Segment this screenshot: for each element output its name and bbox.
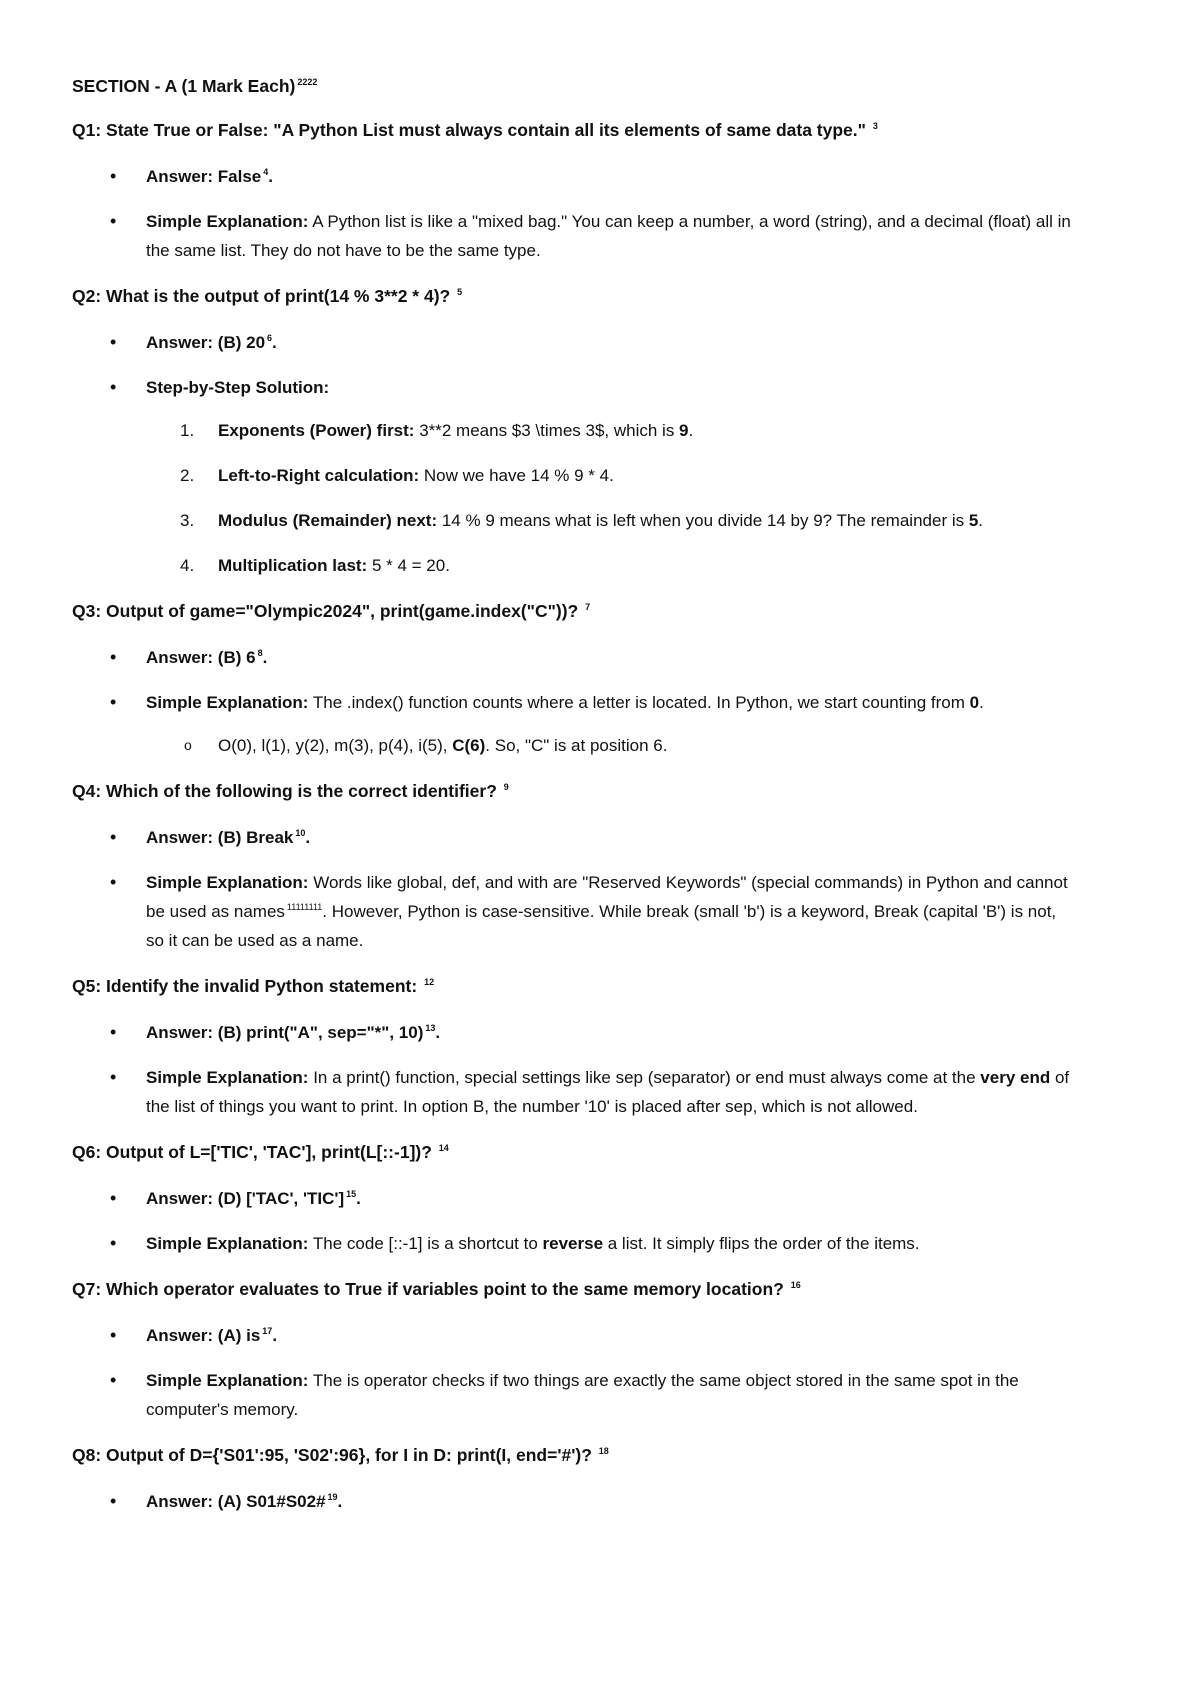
step-list [146, 416, 1072, 580]
footnote-ref: 14 [438, 1143, 449, 1154]
circle-bullet-icon: o [184, 737, 192, 753]
list-item: • Simple Explanation: A Python list is like a "mixed bag." You can keep a number, a word (string), and a decimal (float) all in the same list. They do not have to be the same type. [72, 207, 1072, 265]
list-item [72, 328, 1072, 357]
list-item [72, 1487, 1072, 1516]
list-item: • Simple Explanation: In a print() function, special settings like sep (separator) or end must always come at the very end of the list of things you want to print. In option B, the number '10' is placed after sep, which is not allowed. [72, 1063, 1072, 1121]
step-item: 2. Left-to-Right calculation: Now we have 14 % 9 * 4. [180, 466, 614, 485]
explanation-text: A Python list is like a "mixed bag." You can keep a number, a word (string), and a decimal (float) all in the same list. They do not have to be the same type. [146, 212, 1071, 260]
question-5-bullets [72, 1018, 1200, 1121]
question-8-title: Q8: Output of D={'S01':95, 'S02':96}, for I in D: print(I, end='#')? $^{18}$ [72, 1445, 609, 1465]
bullet-icon: • [110, 377, 117, 397]
footnote-ref: 18 [598, 1446, 609, 1457]
footnote-ref: 7 [585, 602, 591, 613]
question-6-title: Q6: Output of L=['TIC', 'TAC'], print(L[::-1])? $^{14}$ [72, 1142, 449, 1162]
bullet-icon: • [110, 647, 117, 667]
answer: Answer: (B) print("A", sep="*", 10) $^{13}$. [146, 1023, 441, 1042]
list-item [72, 162, 1072, 191]
bullet-icon: • [110, 1370, 117, 1390]
list-item [72, 643, 1072, 672]
list-item: • Simple Explanation: The is operator checks if two things are exactly the same object stored in the same spot in the computer's memory. [72, 1366, 1072, 1424]
sub-list-item: o O(0), l(1), y(2), m(3), p(4), i(5), C(6). So, "C" is at position 6. [72, 731, 1072, 760]
bullet-icon: • [110, 692, 117, 712]
answer: Answer: (B) Break $^{10}$. [146, 828, 311, 847]
list-item [72, 1321, 1072, 1350]
bullet-icon: • [110, 1491, 117, 1511]
list-item: • Simple Explanation: The .index() function counts where a letter is located. In Python, we start counting from 0. o O(0), l(1), y(2), m(3), p(4), i(5), C(6). So, "C" is at position 6. [72, 688, 1072, 760]
bullet-icon: • [110, 211, 117, 231]
list-item [72, 823, 1072, 852]
footnote-ref: 5 [457, 287, 463, 298]
bullet-icon: • [110, 872, 117, 892]
footnote-ref: 2222 [297, 77, 318, 88]
answer: Answer: (B) 20 $^6$. [146, 333, 277, 352]
question-4-bullets [72, 823, 1200, 955]
footnote-ref: 9 [503, 782, 509, 793]
answer: Answer: (A) is $^{17}$. [146, 1326, 278, 1345]
list-item: • Simple Explanation: Words like global, def, and with are "Reserved Keywords" (special commands) in Python and cannot be used as names $^{11111111}$. However, Python is case-sensitive. While break (small 'b') is a keyword, Break (capital 'B') is not, so it can be used as a name. [72, 868, 1072, 955]
question-2-title: Q2: What is the output of print(14 % 3**2 * 4)? $^5$ [72, 286, 463, 306]
bullet-icon: • [110, 1325, 117, 1345]
bullet-icon: • [110, 1233, 117, 1253]
list-item: • Step-by-Step Solution: 1. Exponents (Power) first: 3**2 means $3 \times 3$, which is 9. 2. Left-to-Right calculation: Now we have 14 % 9 * 4. 3. Modulus (Remainder) next: 14 % 9 means what is left when you divide 14 by 9? The remainder is 5. 4. Multiplication last: 5 * 4 = 20. [72, 373, 1072, 580]
question-1-title: Q1: State True or False: "A Python List must always contain all its elements of same data type." $^3$ [72, 120, 878, 140]
list-item: • Simple Explanation: The code [::-1] is a shortcut to reverse a list. It simply flips the order of the items. [72, 1229, 1072, 1258]
footnote-ref: 12 [424, 977, 435, 988]
question-6-bullets [72, 1184, 1200, 1258]
question-1-bullets [72, 162, 1200, 265]
step-item: 3. Modulus (Remainder) next: 14 % 9 means what is left when you divide 14 by 9? The remainder is 5. [180, 511, 984, 530]
question-3-bullets [72, 643, 1200, 760]
question-2-bullets [72, 328, 1200, 580]
question-7-bullets [72, 1321, 1200, 1424]
sub-list [146, 731, 1072, 760]
answer: Answer: False $^4$. [146, 167, 274, 186]
bullet-icon: • [110, 166, 117, 186]
question-8-bullets [72, 1487, 1200, 1516]
list-item [72, 1184, 1072, 1213]
bullet-icon: • [110, 1188, 117, 1208]
footnote-ref: 3 [872, 121, 878, 132]
bullet-icon: • [110, 1067, 117, 1087]
footnote-ref: 16 [790, 1280, 801, 1291]
list-item [72, 1018, 1072, 1047]
question-4-title: Q4: Which of the following is the correct identifier? $^9$ [72, 781, 509, 801]
step-item: 4. Multiplication last: 5 * 4 = 20. [180, 556, 450, 575]
step-item: 1. Exponents (Power) first: 3**2 means $3 \times 3$, which is 9. [180, 421, 694, 440]
question-3-title: Q3: Output of game="Olympic2024", print(game.index("C"))? $^7$ [72, 601, 591, 621]
answer: Answer: (B) 6 $^8$. [146, 648, 268, 667]
answer: Answer: (A) S01#S02# $^{19}$. [146, 1492, 343, 1511]
question-7-title: Q7: Which operator evaluates to True if variables point to the same memory location? $^{16}$ [72, 1279, 801, 1299]
answer: Answer: (D) ['TAC', 'TIC'] $^{15}$. [146, 1189, 361, 1208]
bullet-icon: • [110, 1022, 117, 1042]
question-5-title: Q5: Identify the invalid Python statement: $^{12}$ [72, 976, 435, 996]
section-title: SECTION - A (1 Mark Each) $^{2222}$ [72, 76, 318, 96]
bullet-icon: • [110, 827, 117, 847]
bullet-icon: • [110, 332, 117, 352]
